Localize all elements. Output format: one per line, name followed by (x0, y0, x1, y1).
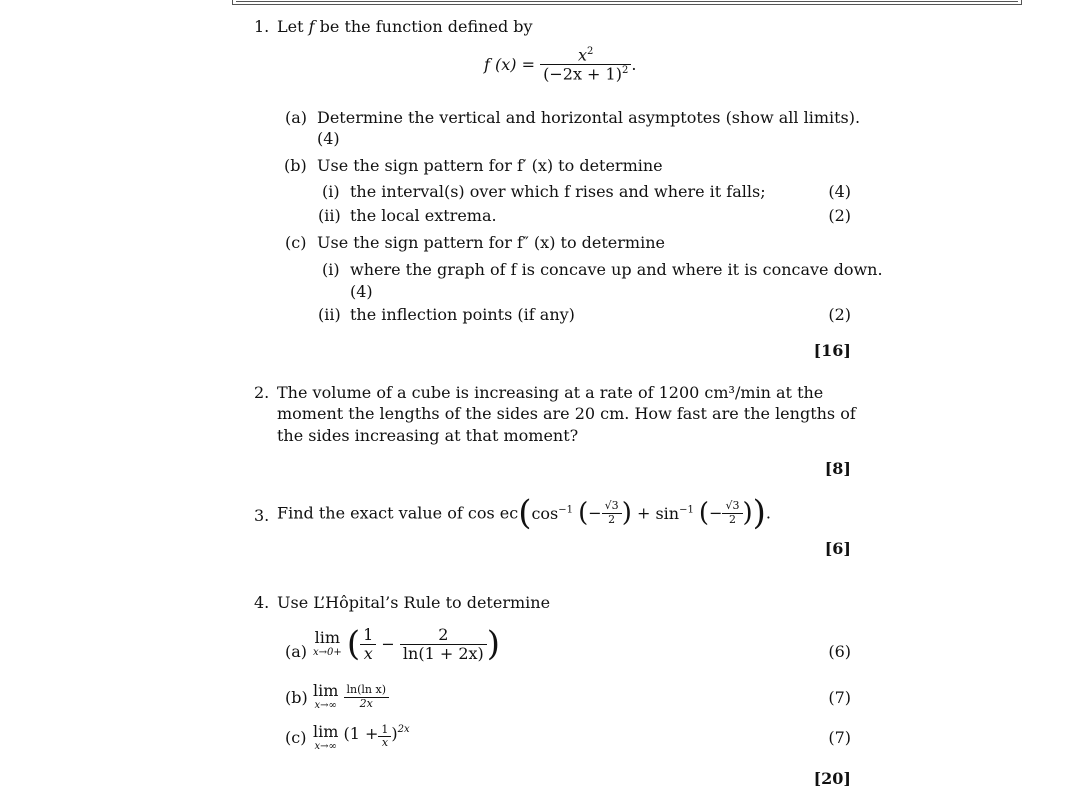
q3-frac-1: $\frac{√3}{2}$ (602, 500, 622, 525)
q1cii-label: (ii) (318, 305, 341, 324)
q4a-label: (a) (285, 642, 308, 661)
q4a-frac-2: $\frac{2}{\ln(1 + 2x)}$ (400, 626, 487, 662)
q1a-marks: (4) (317, 129, 340, 148)
q4c-expression: lim x→∞ (1 + $\frac{1}{x}$ )$^{2x}$ (313, 722, 410, 752)
q1b-label: (b) (284, 156, 307, 175)
q3-expression: Find the exact value of $\cos ec(\cos^{-1}$ (− $\frac{√3}{2}$ ) + $\sin^{-1}$ (− $\frac{√3}{2}$ )). (277, 493, 772, 533)
q4c-label: (c) (285, 728, 307, 747)
q3-frac-2: $\frac{√3}{2}$ (722, 500, 742, 525)
q4b-expression (313, 683, 389, 711)
q2-line-2: moment the lengths of the sides are 20 cm. How fast are the lengths of (277, 404, 856, 423)
q1bi-label: (i) (322, 182, 340, 201)
q1cii-text: the inflection points (if any) (350, 305, 575, 324)
q4b-frac: $\frac{\text{ln(ln x)}}{2x}$ (344, 684, 390, 709)
q4c-limit: lim x→∞ (313, 722, 339, 752)
q1bii-marks: (2) (828, 206, 851, 225)
q2-number: 2. (254, 383, 270, 402)
q1ci-label: (i) (322, 260, 340, 279)
q1-intro: Let f be the function defined by (277, 17, 533, 36)
q1c-label: (c) (285, 233, 307, 252)
q2-total-marks: [8] (824, 459, 851, 478)
q3-total-marks: [6] (824, 539, 851, 558)
q4c-marks: (7) (828, 728, 851, 747)
q1bi-marks: (4) (828, 182, 851, 201)
q1a-label: (a) (285, 108, 308, 127)
q4a-limit: lim x→0+ (313, 628, 342, 659)
q1bii-text: the local extrema. (350, 206, 497, 225)
q2-line-1: The volume of a cube is increasing at a rate of 1200 cm³/min at the (277, 383, 824, 402)
q1ci-text: where the graph of f is concave up and where it is concave down. (350, 260, 883, 279)
q4a-frac-1: $\frac{1}{x}$ (360, 626, 376, 662)
q4-number: 4. (254, 593, 270, 612)
q1b-text: Use the sign pattern for f′ (x) to determine (317, 156, 663, 175)
q4c-frac: $\frac{1}{x}$ (378, 724, 391, 749)
q4-text: Use L’Hôpital’s Rule to determine (277, 593, 551, 612)
q1-function-definition: f (x) = $\frac{x^2}{(-2x + 1)^2}$ . (484, 45, 637, 84)
q2-line-3: the sides increasing at that moment? (277, 426, 579, 445)
q1bi-text: the interval(s) over which f rises and where it falls; (350, 182, 766, 201)
q4b-label: (b) (285, 688, 308, 707)
q4b-limit: lim x→∞ (313, 681, 339, 711)
q1bii-label: (ii) (318, 206, 341, 225)
top-frame-border (232, 0, 1022, 5)
q4a-marks: (6) (828, 642, 851, 661)
q1ci-marks: (4) (350, 282, 373, 301)
q1-total-marks: [16] (813, 341, 851, 360)
q4-total-marks: [20] (813, 769, 851, 788)
q3-number: 3. (254, 506, 270, 525)
q4b-marks: (7) (828, 688, 851, 707)
q1cii-marks: (2) (828, 305, 851, 324)
q1a-text: Determine the vertical and horizontal asymptotes (show all limits). (317, 108, 861, 127)
q1-number: 1. (254, 17, 270, 36)
q1-fraction: $\frac{x^2}{(-2x + 1)^2}$ (540, 46, 631, 83)
q1c-text: Use the sign pattern for f″ (x) to determine (317, 233, 665, 252)
q4a-expression: lim x→0+ ( $\frac{1}{x}$ − $\frac{2}{\ln(1 + 2x)}$ ) (313, 624, 501, 665)
